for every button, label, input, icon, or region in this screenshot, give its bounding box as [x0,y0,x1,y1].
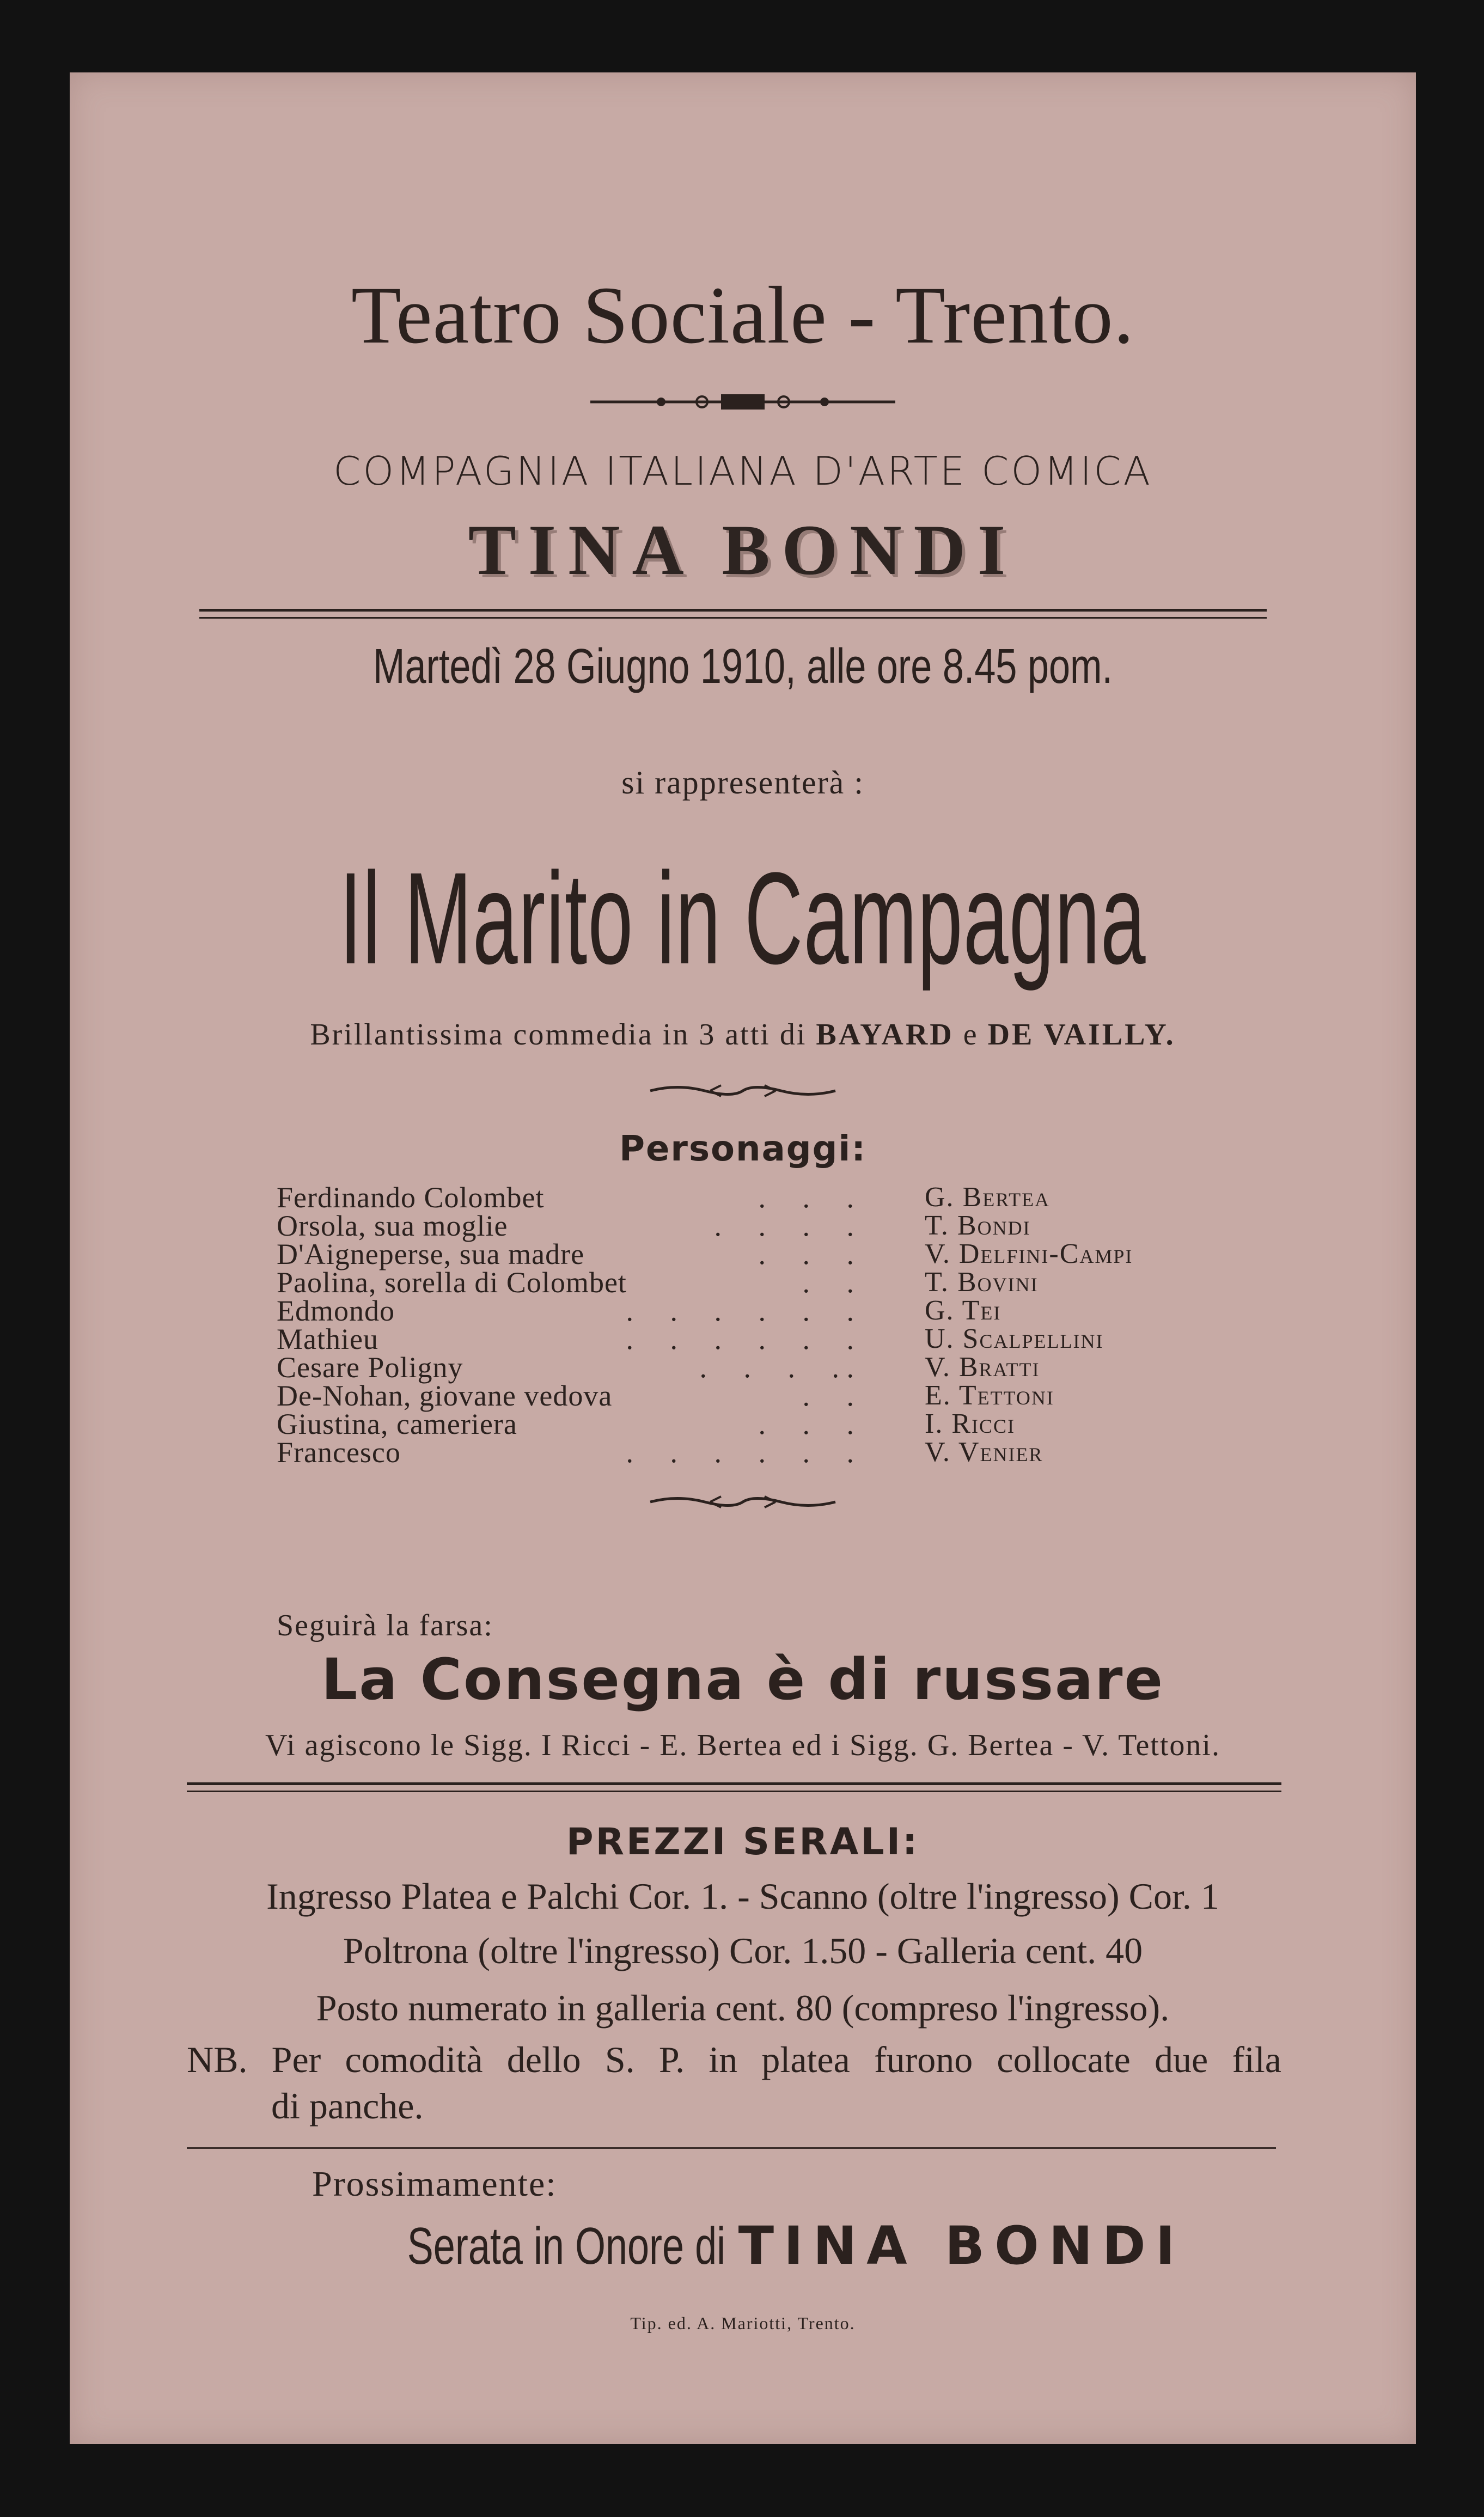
leader-dots: . . . [758,1238,854,1270]
cast-actor: T. Bovini [925,1267,1039,1298]
cast-role: Giustina, cameriera [277,1408,517,1440]
cast-row [277,1240,1257,1268]
cast-row [277,1379,1257,1412]
play-title: Il Marito in Campagna [339,845,1146,991]
cast-role: D'Aigneperse, sua madre [277,1238,585,1270]
cast-row [277,1410,1257,1438]
author-de-vailly: DE VAILLY. [987,1018,1176,1052]
cast-heading: Personaggi: [619,1129,866,1169]
ornament-divider-icon [585,391,901,413]
cast-role: Cesare Poligny [277,1351,463,1384]
leader-dots: . . [802,1266,854,1299]
farce-intro: Seguirà la farsa: [277,1609,493,1642]
performance-date: Martedì 28 Giugno 1910, alle ore 8.45 pom. [372,639,1113,694]
cast-role: Francesco [277,1436,401,1469]
double-rule [187,1782,1281,1792]
leader-dots: . . . . . . [626,1436,854,1469]
subtitle-prefix: Brillantissima commedia in 3 atti di [310,1018,807,1052]
company-label: COMPAGNIA ITALIANA D'ARTE COMICA [333,448,1152,494]
leader-dots: . . [802,1379,854,1412]
farce-title: La Consegna è di russare [321,1646,1164,1713]
cast-actor: G. Bertea [925,1182,1051,1213]
upcoming-event-text: Serata in Onore di [407,2217,725,2275]
leader-dots: . . . [758,1408,854,1440]
author-bayard: BAYARD [816,1018,954,1052]
leader-dots: . . . [758,1181,854,1214]
cast-actor: E. Tettoni [925,1380,1054,1411]
leader-dots: . . . . [714,1209,854,1242]
flourish-icon [645,1494,841,1510]
leader-dots: . . . . . [699,1351,854,1384]
leader-dots: . . . . . . [626,1294,854,1327]
prices-heading: PREZZI SERALI: [566,1820,920,1864]
leader-dots: . . . . . . [626,1323,854,1355]
cast-role: De-Nohan, giovane vedova [277,1379,613,1412]
announcement: si rappresenterà : [621,765,864,801]
playbill-sheet [70,72,1416,2444]
cast-role: Mathieu [277,1323,378,1355]
cast-row [277,1353,1257,1382]
cast-actor: V. Venier [925,1437,1043,1468]
upcoming-honoree: TINA BONDI [738,2215,1185,2276]
cast-role: Orsola, sua moglie [277,1209,508,1242]
cast-actor: V. Delfini-Campi [925,1238,1133,1269]
cast-actor: T. Bondi [925,1210,1031,1241]
single-rule [187,2147,1276,2149]
cast-role: Edmondo [277,1294,395,1327]
cast-list [277,1183,1257,1467]
theatre-name: Teatro Sociale - Trento. [351,270,1135,361]
cast-role: Ferdinando Colombet [277,1181,545,1214]
cast-role: Paolina, sorella di Colombet [277,1266,627,1299]
price-line: Posto numerato in galleria cent. 80 (compreso l'ingresso). [316,1987,1170,2029]
subtitle-conj: e [963,1018,979,1052]
cast-row [277,1325,1257,1353]
nota-bene: NB. Per comodità dello S. P. in platea furono collocate due fila [187,2039,1281,2080]
play-subtitle [70,1017,1416,1052]
farce-performers: Vi agiscono le Sigg. I Ricci - E. Bertea ed i Sigg. G. Bertea - V. Tettoni. [265,1728,1220,1762]
cast-actor: U. Scalpellini [925,1323,1104,1354]
company-name: TINA BONDI [468,510,1018,590]
cast-actor: I. Ricci [925,1408,1015,1439]
nota-bene-cont: di panche. [271,2085,424,2127]
upcoming-event [70,2215,1416,2276]
upcoming-label: Prossimamente: [312,2164,557,2204]
printer-imprint: Tip. ed. A. Mariotti, Trento. [630,2313,856,2333]
cast-row [277,1209,1257,1242]
cast-row [277,1268,1257,1297]
cast-row [277,1294,1257,1327]
cast-row [277,1438,1257,1467]
cast-actor: G. Tei [925,1295,1001,1326]
cast-row [277,1183,1257,1212]
cast-actor: V. Bratti [925,1352,1040,1383]
price-line: Poltrona (oltre l'ingresso) Cor. 1.50 - Galleria cent. 40 [343,1930,1143,1971]
flourish-icon [645,1083,841,1099]
price-line: Ingresso Platea e Palchi Cor. 1. - Scanno (oltre l'ingresso) Cor. 1 [266,1875,1219,1917]
double-rule [199,609,1267,619]
